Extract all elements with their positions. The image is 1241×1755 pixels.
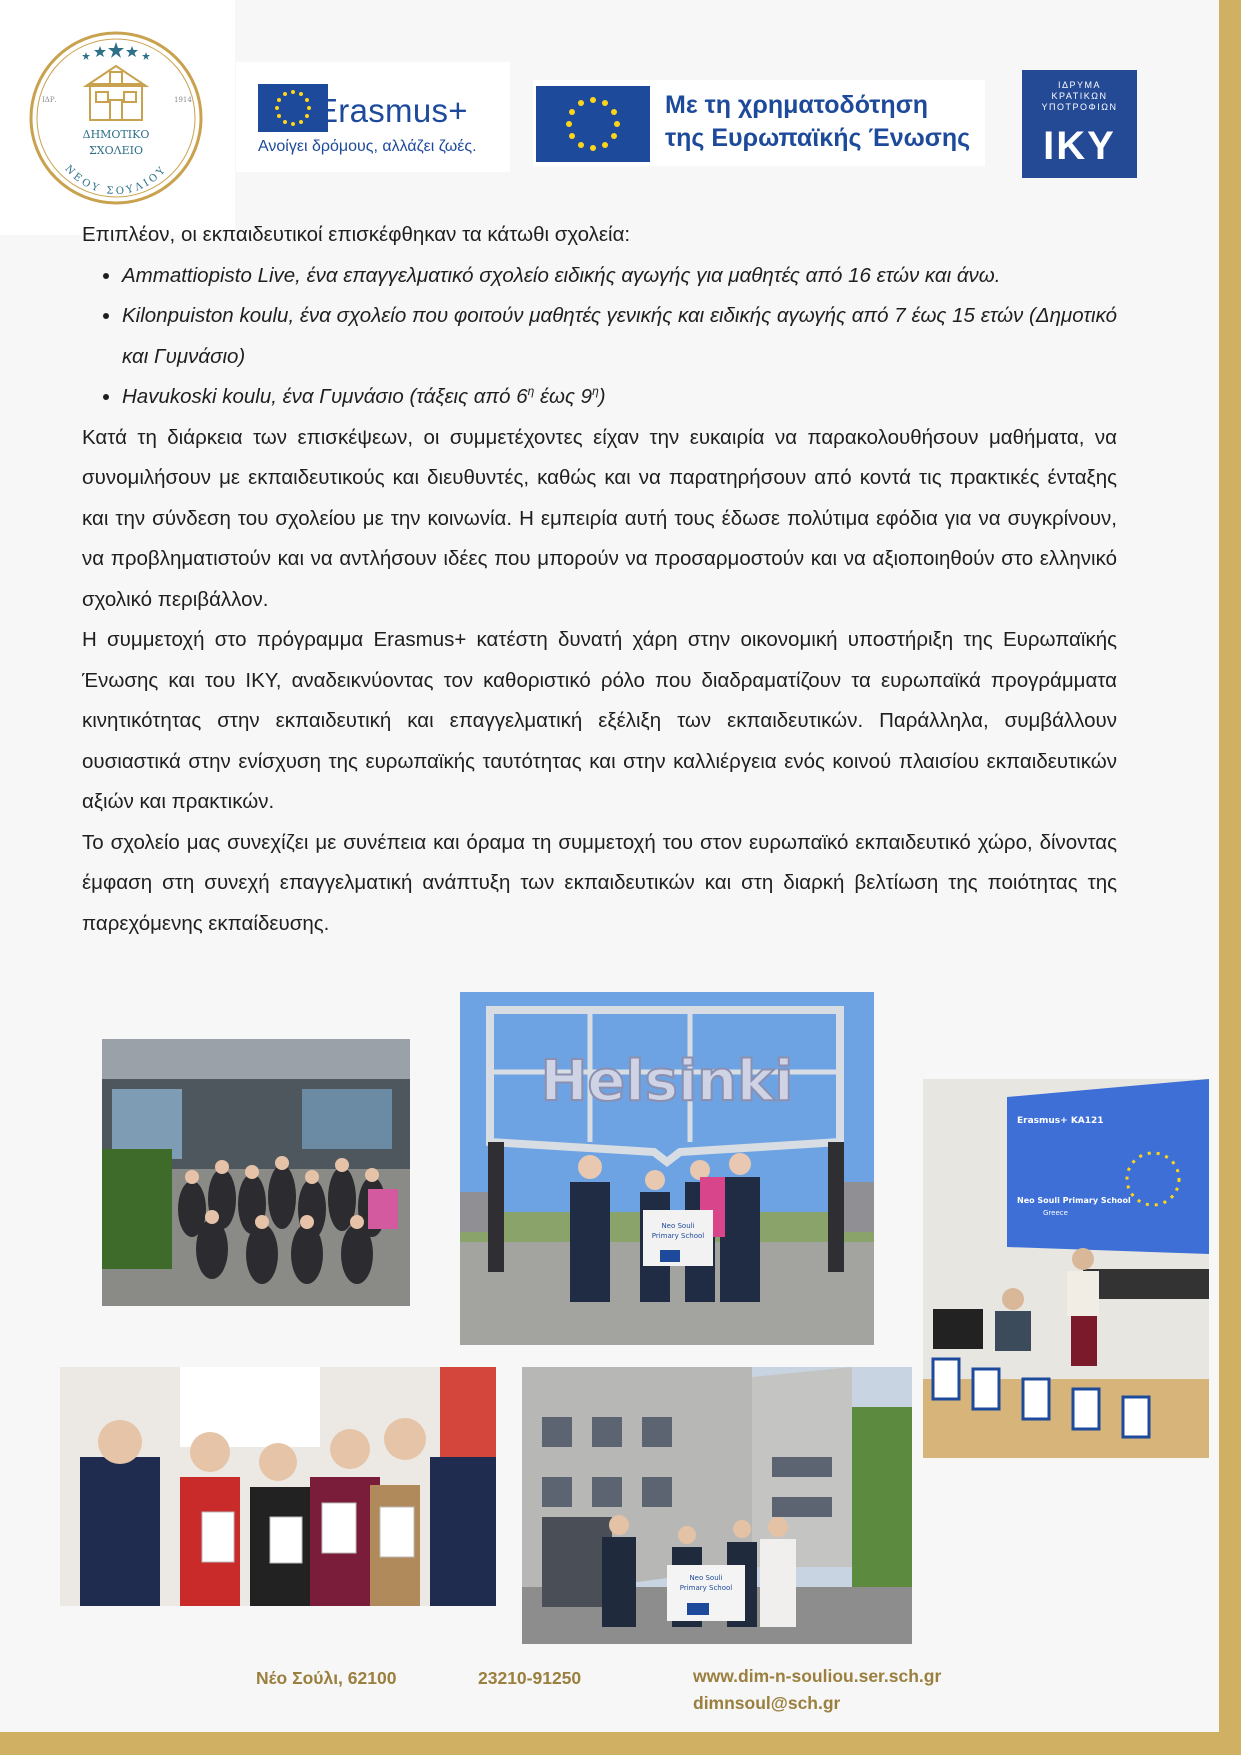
body-paragraph: Το σχολείο μας συνεχίζει με συνέπεια και όραμα τη συμμετοχή του στον ευρωπαϊκό εκπαιδευτικό χώρο, δίνοντας έμφαση στη συνεχή επαγγελματική ανάπτυξη των εκπαιδευτικών και στη διαρκή βελτίωση της ποιότητας της παρεχόμενης εκπαίδευσης. (82, 830, 1117, 935)
iky-acronym: IKY (1043, 124, 1116, 168)
erasmus-tagline: Ανοίγει δρόμους, αλλάζει ζωές. (258, 138, 477, 155)
banner-line-1: Neo Souli (661, 1222, 695, 1230)
banner-line-2: Primary School (679, 1584, 733, 1592)
iky-line-2: ΚΡΑΤΙΚΩΝ (1051, 91, 1108, 101)
erasmus-wordmark: Erasmus+ (316, 92, 468, 129)
photo-banner-outside-building (522, 1367, 912, 1644)
photo-group-outside-school (102, 1039, 410, 1306)
seal-middle-text: ΣΧΟΛΕΙΟ (89, 144, 143, 157)
slide-title: Erasmus+ KA121 (1017, 1116, 1104, 1126)
seal-right-text: 1914 (174, 96, 192, 104)
banner-line-1: Neo Souli (689, 1574, 723, 1582)
schools-list (82, 256, 1117, 418)
seal-arc-text: ΝΕΟΥ ΣΟΥΛΙΟΥ (62, 163, 170, 198)
footer-email[interactable]: dimnsoul@sch.gr (693, 1693, 841, 1713)
iky-line-3: ΥΠΟΤΡΟΦΙΩΝ (1041, 102, 1118, 112)
intro-paragraph: Επιπλέον, οι εκπαιδευτικοί επισκέφθηκαν τα κάτωθι σχολεία: (82, 223, 631, 246)
funding-line-2: της Ευρωπαϊκής Ένωσης (665, 124, 971, 152)
footer-address: Νέο Σούλι, 62100 (256, 1668, 397, 1688)
grade-superscript: η (592, 384, 599, 399)
grade-superscript: η (527, 384, 535, 399)
photo-certificates (60, 1367, 496, 1606)
footer-phone: 23210-91250 (478, 1668, 582, 1688)
school-3-text-c: ) (598, 385, 606, 408)
helsinki-sign-text: Helsinki (540, 1049, 794, 1114)
photo-helsinki-sign (460, 992, 874, 1345)
iky-small-text (1022, 80, 1137, 113)
slide-school: Neo Souli Primary School (1017, 1196, 1131, 1205)
seal-left-text: ΙΔΡ. (42, 96, 57, 104)
right-gold-border (1219, 0, 1241, 1755)
iky-line-1: ΙΔΡΥΜΑ (1057, 80, 1102, 90)
school-3-text-a: Havukoski koulu, ένα Γυμνάσιο (τάξεις από 6 (122, 385, 528, 408)
school-list-item (122, 377, 1117, 418)
bottom-gold-border (0, 1732, 1241, 1755)
banner-line-2: Primary School (651, 1232, 705, 1240)
seal-top-text: ΔΗΜΟΤΙΚΟ (82, 128, 150, 141)
school-list-item: • Ammattiopisto Live, ένα επαγγελματικό σχολείο ειδικής αγωγής για μαθητές από 16 ετών και άνω. (122, 256, 1117, 297)
footer-website[interactable]: www.dim-n-souliou.ser.sch.gr (693, 1666, 942, 1686)
eu-funding-text (665, 89, 970, 155)
article-body (82, 215, 1117, 944)
school-list-item: • Kilonpuiston koulu, ένα σχολείο που φοιτούν μαθητές γενικής και ειδικής αγωγής από 7 έως 15 ετών (Δημοτικό και Γυμνάσιο) (122, 296, 1117, 377)
school-3-text-b: έως 9 (534, 385, 593, 408)
eu-flag-icon (536, 86, 650, 162)
eu-funding-logo (533, 80, 985, 166)
body-paragraph: Η συμμετοχή στο πρόγραμμα Erasmus+ κατέστη δυνατή χάρη στην οικονομική υποστήριξη της Ευρωπαϊκής Ένωσης και του ΙΚΥ, αναδεικνύοντας τον καθοριστικό ρόλο που διαδραματίζουν τα ευρωπαϊκά προγράμματα κινητικότητας στην εκπαιδευτική και επαγγελματική εξέλιξη των εκπαιδευτικών. Παράλληλα, συμβάλλουν ουσιαστικά στην ενίσχυση της ευρωπαϊκής ταυτότητας και στην καλλιέργεια ενός κοινού πλαισίου εκπαιδευτικών αξιών και πρακτικών. (82, 628, 1117, 813)
slide-country: Greece (1043, 1209, 1068, 1217)
funding-line-1: Με τη χρηματοδότηση (665, 91, 929, 119)
body-paragraph: Κατά τη διάρκεια των επισκέψεων, οι συμμετέχοντες είχαν την ευκαιρία να παρακολουθήσουν μαθήματα, να συνομιλήσουν με εκπαιδευτικούς και διευθυντές, καθώς και να παρατηρήσουν από κοντά τις πρακτικές ένταξης και την σύνδεση του σχολείου με την κοινωνία. Η εμπειρία αυτή τους έδωσε πολύτιμα εφόδια για να συγκρίνουν, να προβληματιστούν και να αντλήσουν ιδέες που μπορούν να προσαρμοστούν και να αξιοποιηθούν στο ελληνικό σχολικό περιβάλλον. (82, 425, 1117, 611)
school-seal-logo (28, 30, 204, 206)
iky-logo (1022, 70, 1137, 178)
erasmus-logo (236, 62, 510, 172)
photo-presentation (923, 1079, 1209, 1458)
